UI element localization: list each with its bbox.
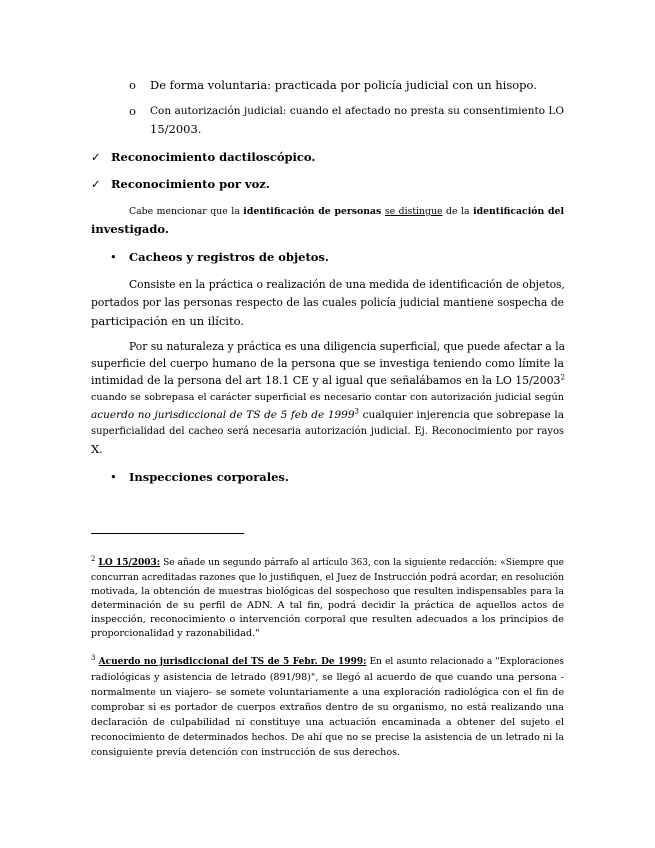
sub-bullet-autorizacion-line-1: Con autorización judicial: cuando el afectado no presta su consentimiento LO — [150, 105, 564, 117]
sub-bullet-marker: o — [129, 78, 136, 92]
heading-inspecciones: Inspecciones corporales. — [129, 470, 289, 484]
footnote-ref-3: 3 — [354, 407, 360, 416]
para-naturaleza-line-3: intimidad de la persona del art 18.1 CE y al igual que señalábamos en la LO 15/2003$^2$ — [91, 373, 565, 387]
bullet-marker: • — [110, 470, 117, 484]
check-icon: ✓ — [91, 177, 101, 191]
footnote-3-line-3: normalmente un viajero- se somete voluntariamente a una exploración radiológica con el fin de — [91, 687, 564, 698]
footnote-2-line-5: inspección, reconocimiento o intervención corporal que resulten adecuados a los principios de — [91, 614, 564, 625]
para-naturaleza-line-1: Por su naturaleza y práctica es una diligencia superficial, que puede afectar a la — [129, 340, 565, 353]
para-naturaleza-line-7: X. — [91, 442, 103, 456]
para-identificacion-line-2: investigado. — [91, 222, 169, 236]
check-icon: ✓ — [91, 150, 101, 164]
para-consiste-line-1: Consiste en la práctica o realización de una medida de identificación de objetos, — [129, 278, 565, 291]
check-dactiloscopico: Reconocimiento dactiloscópico. — [111, 150, 316, 164]
para-naturaleza-line-4: cuando se sobrepasa el carácter superficial es necesario contar con autorización judicial según — [91, 392, 564, 403]
check-voz: Reconocimiento por voz. — [111, 177, 270, 191]
sub-bullet-voluntaria: De forma voluntaria: practicada por policía judicial con un hisopo. — [150, 78, 537, 92]
para-naturaleza-line-6: superficialidad del cacheo será necesaria autorización judicial. Ej. Reconocimiento por rayos — [91, 426, 564, 437]
footnote-3-line-2: radiológicas y asistencia de letrado (891/98)", se llegó al acuerdo de que cuando una persona - — [91, 672, 564, 683]
bullet-marker: • — [110, 250, 117, 264]
footnote-2-line-4: determinación de su perfil de ADN. A tal fin, podrá decidir la práctica de aquellos actos de — [91, 600, 564, 611]
footnote-2-line-1: $^2$ LO 15/2003: Se añade un segundo párrafo al artículo 363, con la siguiente redacción: «Siempre que — [91, 555, 564, 568]
footnote-2-line-2: concurran acreditadas razones que lo justifiquen, el Juez de Instrucción podrá acordar, en resolución — [91, 572, 564, 583]
footnote-3-line-6: reconocimiento de determinados hechos. De ahí que no se precise la asistencia de un letrado ni la — [91, 732, 564, 743]
sub-bullet-autorizacion-line-2: 15/2003. — [150, 122, 202, 136]
footnote-3-line-7: consiguiente previa detención con instrucción de sus derechos. — [91, 747, 401, 758]
para-consiste-line-2: portados por las personas respecto de las cuales policía judicial mantiene sospecha de — [91, 296, 564, 309]
para-identificacion-line-1: Cabe mencionar que la identificación de personas se distingue de la identificación del — [129, 206, 564, 217]
para-naturaleza-line-5: acuerdo no jurisdiccional de TS de 5 feb de 1999$^3$ cualquier injerencia que sobrepase la — [91, 407, 564, 421]
footnote-3-line-5: declaración de culpabilidad ni constituye una actuación encaminada a obtener del sujeto el — [91, 717, 564, 728]
footnote-2-line-6: proporcionalidad y razonabilidad." — [91, 628, 260, 639]
footnote-separator — [91, 533, 244, 534]
footnote-ref-2: 2 — [560, 373, 565, 382]
para-consiste-line-3: participación en un ilícito. — [91, 314, 244, 328]
sub-bullet-marker: o — [129, 104, 136, 118]
footnote-3-line-1: $^3$ Acuerdo no jurisdiccional del TS de 5 Febr. De 1999: En el asunto relacionado a "Exploraciones — [91, 654, 564, 667]
footnote-2-line-3: motivada, la obtención de muestras biológicas del sospechoso que resulten indispensables para la — [91, 586, 564, 597]
footnote-3-line-4: comprobar si es portador de cuerpos extraños dentro de su organismo, no está realizando una — [91, 702, 564, 713]
heading-cacheos: Cacheos y registros de objetos. — [129, 250, 329, 264]
para-naturaleza-line-2: superficie del cuerpo humano de la persona que se investiga teniendo como límite la — [91, 357, 564, 370]
